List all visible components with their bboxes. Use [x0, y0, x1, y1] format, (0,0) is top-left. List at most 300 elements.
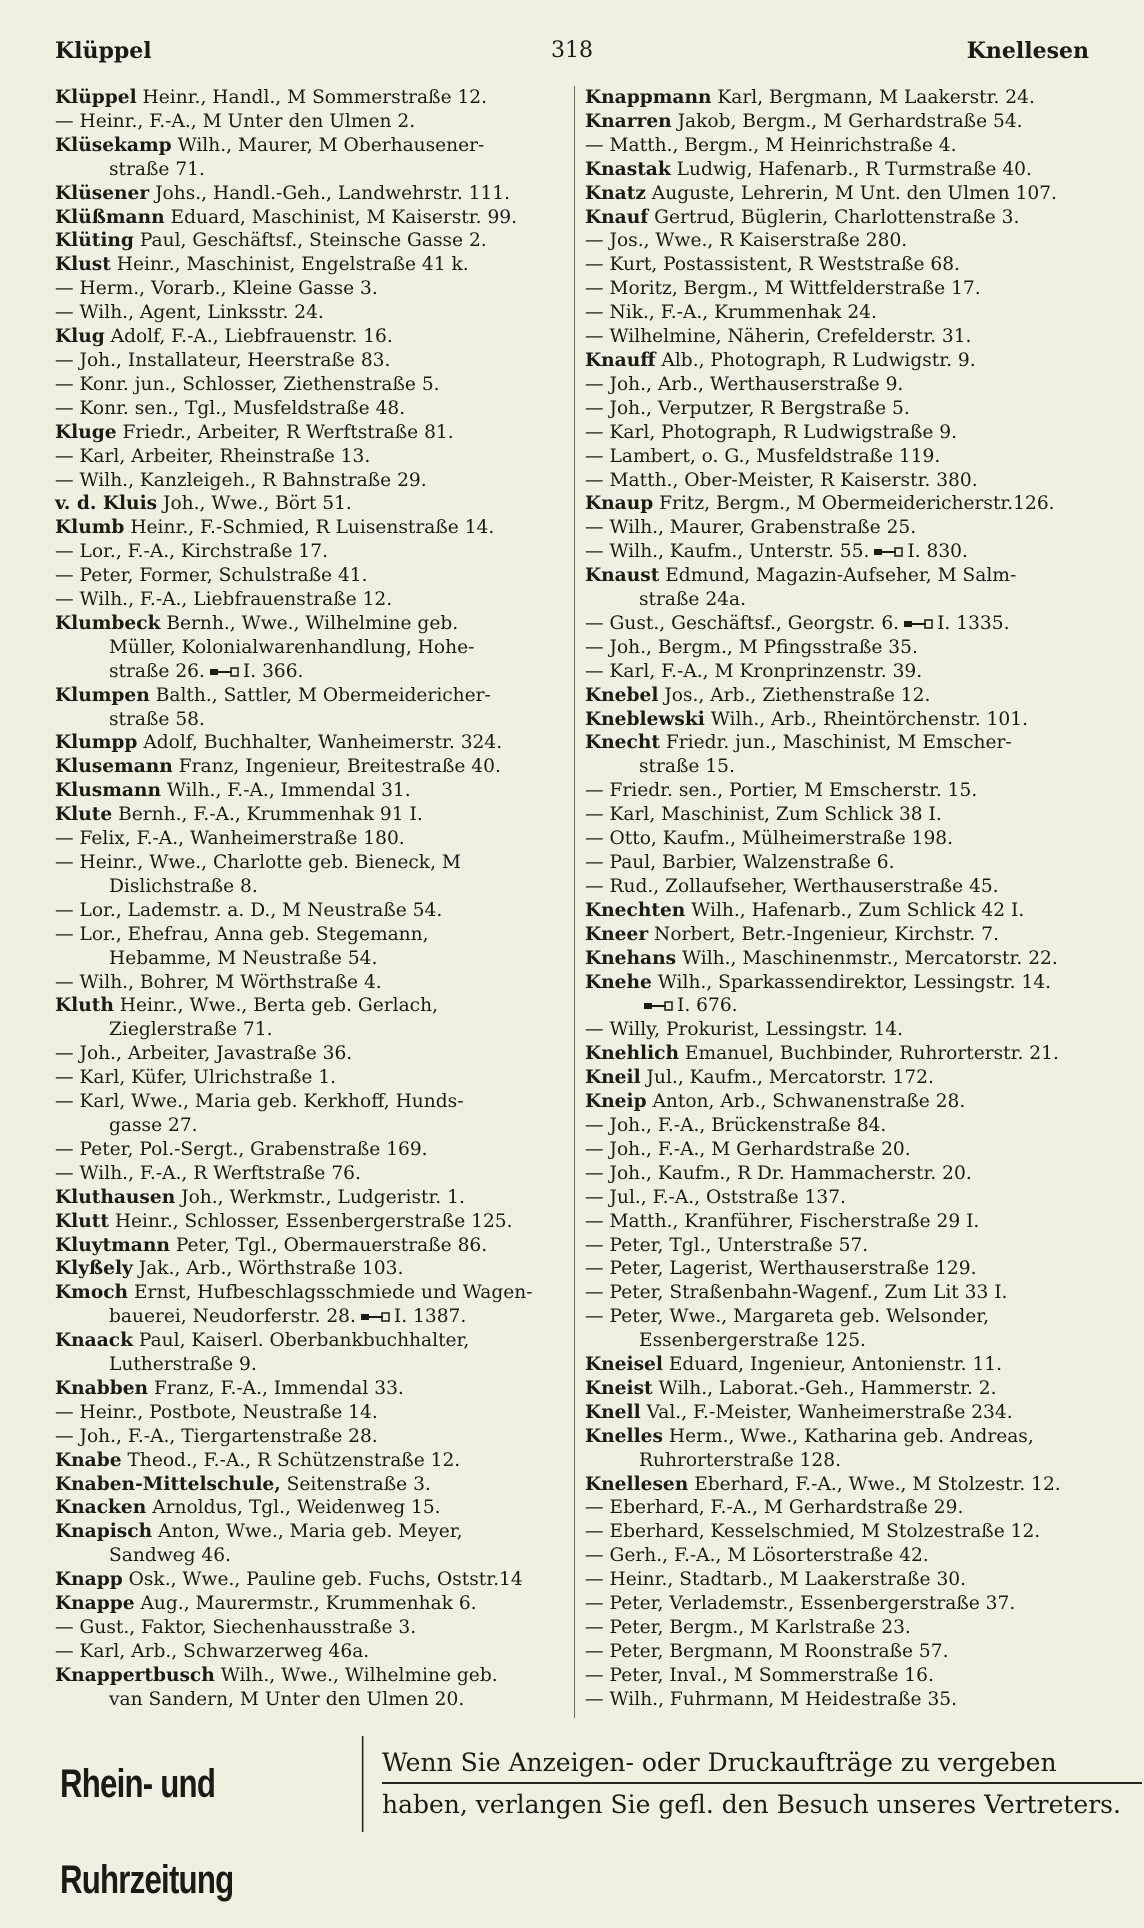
repeat-dash: — — [585, 1186, 610, 1208]
directory-entry — [585, 86, 1095, 110]
entry-details: Peter, Wwe., Margareta geb. Welsonder, — [609, 1306, 990, 1328]
surname: Kneil — [585, 1067, 641, 1089]
repeat-dash: — — [55, 971, 80, 993]
entry-details: Wilh., Maschinenmstr., Mercatorstr. 22. — [676, 947, 1058, 969]
entry-details: Aug., Maurermstr., Krummenhak 6. — [134, 1593, 477, 1615]
surname: Kluge — [55, 421, 117, 443]
entry-details: Bernh., F.-A., Krummenhak 91 I. — [112, 804, 423, 826]
entry-details: Wilh., Wwe., Wilhelmine geb. — [214, 1664, 498, 1686]
entry-details: Eduard, Ingenieur, Antonienstr. 11. — [662, 1354, 1003, 1376]
advertisement-line-1: Wenn Sie Anzeigen- oder Druckaufträge zu vergeben — [382, 1748, 1057, 1777]
directory-entry — [585, 851, 1095, 875]
directory-entry — [55, 1329, 565, 1377]
advertisement-text — [382, 1742, 1142, 1826]
entry-details: Joh., F.-A., Tiergartenstraße 28. — [79, 1425, 378, 1447]
continuation-text: Hebamme, M Neustraße 54. — [109, 947, 378, 969]
entry-details: Ernst, Hufbeschlagsschmiede und Wagen- — [128, 1282, 533, 1304]
entry-details: Konr. sen., Tgl., Musfeldstraße 48. — [79, 397, 406, 419]
surname: Knecht — [585, 732, 660, 754]
directory-entry — [585, 134, 1095, 158]
surname: Klyßely — [55, 1258, 133, 1280]
directory-entry — [55, 1281, 565, 1329]
telephone-icon — [903, 618, 933, 630]
repeat-dash: — — [55, 589, 80, 611]
directory-entry — [55, 971, 565, 995]
entry-details: Matth., Ober-Meister, R Kaiserstr. 380. — [609, 469, 978, 491]
repeat-dash: — — [585, 254, 610, 276]
entry-details: Adolf, F.-A., Liebfrauenstr. 16. — [104, 326, 393, 348]
surname: Klust — [55, 254, 111, 276]
entry-details: Heinr., F.-A., M Unter den Ulmen 2. — [79, 110, 416, 132]
entry-details: Bernh., Wwe., Wilhelmine geb. — [160, 612, 459, 634]
directory-entry — [55, 827, 565, 851]
surname: Knappertbusch — [55, 1664, 215, 1686]
directory-entry — [55, 564, 565, 588]
repeat-dash: — — [585, 1497, 610, 1519]
directory-entry — [585, 1162, 1095, 1186]
entry-details: Franz, Ingenieur, Breitestraße 40. — [172, 756, 501, 778]
directory-entry — [585, 1425, 1095, 1473]
entry-details: Wilh., F.-A., Immendal 31. — [160, 780, 411, 802]
page-header — [55, 38, 1089, 72]
entry-details: Joh., F.-A., M Gerhardstraße 20. — [609, 1138, 911, 1160]
repeat-dash: — — [585, 828, 610, 850]
directory-entry — [55, 445, 565, 469]
entry-details: Heinr., Postbote, Neustraße 14. — [79, 1401, 378, 1423]
entry-details: Peter, Bergm., M Karlstraße 23. — [609, 1617, 911, 1638]
directory-entry — [55, 1162, 565, 1186]
directory-entry — [55, 349, 565, 373]
repeat-dash: — — [55, 1162, 80, 1184]
entry-details: Osk., Wwe., Pauline geb. Fuchs, Oststr.14 — [122, 1569, 523, 1591]
continuation-text: straße 15. — [639, 756, 735, 778]
surname: Klumbeck — [55, 612, 161, 634]
directory-entry — [585, 708, 1095, 732]
directory-entry — [55, 373, 565, 397]
directory-entry — [55, 994, 565, 1042]
entry-details: Adolf, Buchhalter, Wanheimerstr. 324. — [137, 732, 503, 754]
directory-entry — [585, 445, 1095, 469]
directory-entry — [55, 516, 565, 540]
repeat-dash: — — [585, 1545, 610, 1567]
surname: Klusmann — [55, 780, 161, 802]
surname: Kluytmann — [55, 1234, 170, 1256]
repeat-dash: — — [585, 612, 610, 634]
repeat-dash: — — [55, 349, 80, 371]
repeat-dash: — — [585, 421, 610, 443]
surname: Kneisel — [585, 1354, 663, 1376]
entry-details: Joh., Verputzer, R Bergstraße 5. — [609, 397, 910, 419]
entry-details: Karl, Arbeiter, Rheinstraße 13. — [79, 445, 371, 467]
entry-details: Lor., Ehefrau, Anna geb. Stegemann, — [79, 923, 429, 945]
surname: Knabben — [55, 1377, 149, 1399]
entry-details: Joh., Kaufm., R Dr. Hammacherstr. 20. — [609, 1162, 972, 1184]
repeat-dash: — — [55, 1401, 80, 1423]
directory-entry — [55, 779, 565, 803]
directory-entry — [585, 1640, 1095, 1664]
directory-entry — [585, 1592, 1095, 1616]
directory-entry — [55, 1090, 565, 1138]
entry-details: Wilh., Arb., Rheintörchenstr. 101. — [704, 708, 1028, 730]
repeat-dash: — — [55, 923, 80, 945]
continuation-text: Lutherstraße 9. — [109, 1354, 257, 1376]
entry-details: Anton, Arb., Schwanenstraße 28. — [646, 1091, 966, 1113]
entry-details: Matth., Kranführer, Fischerstraße 29 I. — [609, 1210, 980, 1232]
entry-details: Heinr., Schlosser, Essenbergerstraße 125. — [108, 1210, 513, 1232]
directory-entry — [585, 325, 1095, 349]
entry-details: Jos., Wwe., R Kaiserstraße 280. — [609, 230, 908, 252]
entry-details: Wilh., Laborat.-Geh., Hammerstr. 2. — [652, 1377, 997, 1399]
repeat-dash: — — [55, 110, 80, 132]
directory-entry — [585, 301, 1095, 325]
entry-continuation — [585, 755, 1095, 779]
phone-number: I. 830. — [907, 541, 968, 563]
entry-details: Moritz, Bergm., M Wittfelderstraße 17. — [609, 278, 981, 300]
directory-entry — [585, 1473, 1095, 1497]
directory-entry — [585, 349, 1095, 373]
directory-entry — [585, 1018, 1095, 1042]
entry-details: Eberhard, F.-A., M Gerhardstraße 29. — [609, 1497, 964, 1519]
entry-details: Alb., Photograph, R Ludwigstr. 9. — [655, 349, 976, 371]
directory-entry — [585, 923, 1095, 947]
directory-entry — [55, 1257, 565, 1281]
entry-details: Joh., Installateur, Heerstraße 83. — [79, 349, 391, 371]
directory-entry — [55, 1616, 565, 1640]
surname: Knabe — [55, 1449, 122, 1471]
continuation-text: Müller, Kolonialwarenhandlung, Hohe- — [109, 636, 475, 658]
repeat-dash: — — [55, 1043, 80, 1065]
continuation-text: gasse 27. — [109, 1114, 198, 1136]
directory-entry — [585, 1281, 1095, 1305]
entry-details: Lor., Lademstr. a. D., M Neustraße 54. — [79, 899, 443, 921]
entry-details: Karl, F.-A., M Kronprinzenstr. 39. — [609, 660, 923, 682]
entry-details: Joh., Bergm., M Pfingsstraße 35. — [609, 636, 918, 658]
right-column — [585, 86, 1095, 1712]
surname: Kluth — [55, 995, 114, 1017]
entry-details: Emanuel, Buchbinder, Ruhrorterstr. 21. — [679, 1043, 1059, 1065]
phone-number: I. 1335. — [937, 612, 1010, 634]
entry-details: Kurt, Postassistent, R Weststraße 68. — [609, 254, 960, 276]
repeat-dash: — — [585, 1258, 610, 1280]
surname: Knechten — [585, 899, 686, 921]
telephone-icon — [643, 1000, 673, 1012]
surname: Klusemann — [55, 756, 173, 778]
entry-details: Herm., Vorarb., Kleine Gasse 3. — [79, 278, 378, 300]
directory-entry — [585, 1090, 1095, 1114]
repeat-dash: — — [585, 1306, 610, 1328]
entry-details: Heinr., Wwe., Berta geb. Gerlach, — [113, 995, 438, 1017]
directory-entry — [585, 1305, 1095, 1353]
entry-details: Nik., F.-A., Krummenhak 24. — [609, 302, 877, 324]
directory-entry — [55, 660, 565, 684]
entry-details: Theod., F.-A., R Schützenstraße 12. — [121, 1449, 461, 1471]
entry-continuation — [55, 1018, 565, 1042]
directory-entry — [55, 1520, 565, 1568]
directory-entry — [55, 540, 565, 564]
repeat-dash: — — [585, 1210, 610, 1232]
directory-entry — [55, 1210, 565, 1234]
entry-details: Herm., Wwe., Katharina geb. Andreas, — [662, 1425, 1034, 1447]
surname: Knacken — [55, 1497, 147, 1519]
continuation-text: Dislichstraße 8. — [109, 875, 258, 897]
directory-entry — [585, 947, 1095, 971]
entry-details: Karl, Bergmann, M Laakerstr. 24. — [711, 87, 1035, 108]
repeat-dash: — — [55, 1091, 80, 1113]
repeat-dash: — — [55, 373, 80, 395]
continuation-text: Zieglerstraße 71. — [109, 1019, 273, 1041]
surname: Kneblewski — [585, 708, 705, 730]
entry-details: Anton, Wwe., Maria geb. Meyer, — [152, 1521, 463, 1543]
repeat-dash: — — [585, 326, 610, 348]
repeat-dash: — — [585, 1138, 610, 1160]
phone-number: I. 1387. — [393, 1306, 467, 1328]
entry-details: Joh., Arb., Werthauserstraße 9. — [609, 373, 904, 395]
directory-entry — [55, 1234, 565, 1258]
directory-entry — [585, 731, 1095, 779]
directory-entry — [585, 971, 1095, 1019]
repeat-dash: — — [55, 1617, 80, 1638]
directory-entry — [585, 421, 1095, 445]
directory-entry — [55, 229, 565, 253]
entry-details: Wilh., Agent, Linksstr. 24. — [79, 302, 324, 324]
entry-details: Seitenstraße 3. — [280, 1473, 431, 1495]
repeat-dash: — — [585, 469, 610, 491]
surname: Knapp — [55, 1569, 123, 1591]
repeat-dash: — — [55, 1138, 80, 1160]
directory-entry — [55, 469, 565, 493]
entry-details: Balth., Sattler, M Obermeidericher- — [149, 684, 491, 706]
repeat-dash: — — [55, 899, 80, 921]
directory-entry — [55, 1496, 565, 1520]
directory-entry — [55, 325, 565, 349]
entry-details: Gerh., F.-A., M Lösorterstraße 42. — [609, 1545, 929, 1567]
entry-details: Val., F.-Meister, Wanheimerstraße 234. — [640, 1401, 1013, 1423]
directory-entry — [55, 134, 565, 182]
entry-continuation — [55, 875, 565, 899]
directory-entry — [585, 1568, 1095, 1592]
surname: Knaack — [55, 1330, 133, 1352]
surname: Klumb — [55, 517, 125, 539]
directory-entry — [585, 564, 1095, 612]
continuation-text: straße 24a. — [639, 589, 746, 611]
entry-details: Wilh., Bohrer, M Wörthstraße 4. — [79, 971, 382, 993]
directory-entry — [585, 158, 1095, 182]
entry-details: Konr. jun., Schlosser, Ziethenstraße 5. — [79, 373, 440, 395]
repeat-dash: — — [55, 469, 80, 491]
surname: Knappe — [55, 1593, 135, 1615]
repeat-dash: — — [585, 1569, 610, 1591]
directory-entry — [55, 301, 565, 325]
repeat-dash: — — [585, 1162, 610, 1184]
entry-details: Friedr. sen., Portier, M Emscherstr. 15. — [609, 780, 978, 802]
entry-details: Peter, Tgl., Unterstraße 57. — [609, 1234, 869, 1256]
directory-entry — [55, 1664, 565, 1712]
entry-details: Wilh., Kaufm., Unterstr. 55. — [609, 541, 870, 563]
telephone-icon — [209, 666, 239, 678]
continuation-text: van Sandern, M Unter den Ulmen 20. — [109, 1688, 465, 1710]
continuation-text: Ruhrorterstraße 128. — [639, 1449, 842, 1471]
entry-details: Friedr. jun., Maschinist, M Emscher- — [659, 732, 1012, 754]
entry-details: Norbert, Betr.-Ingenieur, Kirchstr. 7. — [648, 923, 999, 945]
surname: Klüsener — [55, 182, 150, 204]
entry-continuation — [55, 636, 565, 660]
entry-details: Heinr., Wwe., Charlotte geb. Bieneck, M — [79, 852, 461, 873]
repeat-dash: — — [55, 278, 80, 300]
directory-entry — [55, 1640, 565, 1664]
left-column — [55, 86, 565, 1712]
entry-details: Jak., Arb., Wörthstraße 103. — [132, 1258, 404, 1280]
directory-entry — [585, 875, 1095, 899]
entry-details: Auguste, Lehrerin, M Unt. den Ulmen 107. — [645, 182, 1057, 204]
surname: Klumpen — [55, 684, 150, 706]
telephone-icon — [873, 546, 903, 558]
directory-entry — [55, 1401, 565, 1425]
entry-details: Gust., Geschäftsf., Georgstr. 6. — [609, 612, 900, 634]
directory-entry — [55, 923, 565, 971]
surname: Klüppel — [55, 87, 137, 108]
directory-entry — [55, 1473, 565, 1497]
entry-details: Peter, Tgl., Obermauerstraße 86. — [169, 1234, 488, 1256]
entry-details: Wilh., Hafenarb., Zum Schlick 42 I. — [685, 899, 1025, 921]
directory-entry — [585, 1688, 1095, 1712]
directory-entry — [55, 612, 565, 660]
column-divider — [574, 86, 575, 1718]
directory-entry — [585, 1138, 1095, 1162]
surname: Knehlich — [585, 1043, 679, 1065]
directory-entry — [585, 229, 1095, 253]
repeat-dash: — — [585, 1640, 610, 1662]
repeat-dash: — — [585, 1282, 610, 1304]
repeat-dash: — — [55, 445, 80, 467]
directory-entry — [55, 1568, 565, 1592]
repeat-dash: — — [585, 1617, 610, 1638]
repeat-dash: — — [585, 1019, 610, 1041]
entry-details: Eberhard, Kesselschmied, M Stolzestraße 12. — [609, 1521, 1041, 1543]
directory-entry — [585, 540, 1095, 564]
repeat-dash: — — [55, 1640, 80, 1662]
entry-details: Peter, Straßenbahn-Wagenf., Zum Lit 33 I. — [609, 1282, 1008, 1304]
surname: Knauf — [585, 206, 649, 228]
surname: Knarren — [585, 110, 672, 132]
directory-entry — [55, 684, 565, 732]
entry-details: Heinr., F.-Schmied, R Luisenstraße 14. — [124, 517, 495, 539]
repeat-dash: — — [585, 373, 610, 395]
continuation-text: Sandweg 46. — [109, 1545, 232, 1567]
directory-entry — [55, 421, 565, 445]
repeat-dash: — — [585, 1234, 610, 1256]
surname: Knaben-Mittelschule, — [55, 1473, 281, 1495]
directory-entry — [585, 1186, 1095, 1210]
directory-entry — [585, 827, 1095, 851]
directory-entry — [585, 1257, 1095, 1281]
entry-details: Karl, Wwe., Maria geb. Kerkhoff, Hunds- — [79, 1091, 464, 1113]
continuation-text: straße 71. — [109, 158, 205, 180]
directory-entry — [55, 1377, 565, 1401]
entry-details: Jul., Kaufm., Mercatorstr. 172. — [640, 1067, 934, 1089]
directory-entry — [585, 1234, 1095, 1258]
entry-details: Wilh., F.-A., Liebfrauenstraße 12. — [79, 589, 393, 611]
entry-details: Jul., F.-A., Oststraße 137. — [609, 1186, 846, 1208]
entry-details: Heinr., Handl., M Sommerstraße 12. — [136, 87, 488, 108]
directory-entry — [55, 86, 565, 110]
entry-continuation — [585, 588, 1095, 612]
surname: Knehe — [585, 971, 652, 993]
directory-entry — [55, 253, 565, 277]
directory-entry — [585, 516, 1095, 540]
directory-entry — [55, 277, 565, 301]
directory-entry — [585, 1544, 1095, 1568]
entry-details: Willy, Prokurist, Lessingstr. 14. — [609, 1019, 904, 1041]
entry-details: Paul, Barbier, Walzenstraße 6. — [609, 852, 895, 873]
repeat-dash: — — [55, 302, 80, 324]
repeat-dash: — — [55, 397, 80, 419]
directory-entry — [55, 1138, 565, 1162]
directory-entry — [585, 182, 1095, 206]
directory-entry — [585, 373, 1095, 397]
directory-entry — [55, 851, 565, 899]
surname: Klutt — [55, 1210, 109, 1232]
directory-entry — [55, 1066, 565, 1090]
repeat-dash: — — [55, 852, 80, 873]
phone-number: I. 676. — [677, 995, 738, 1017]
continuation-text: straße 26. — [109, 660, 205, 682]
entry-details: Eduard, Maschinist, M Kaiserstr. 99. — [164, 206, 518, 228]
directory-entry — [585, 1066, 1095, 1090]
surname: Klumpp — [55, 732, 138, 754]
surname: Kneist — [585, 1377, 653, 1399]
entry-details: Karl, Arb., Schwarzerweg 46a. — [79, 1640, 370, 1662]
surname: Knastak — [585, 158, 671, 180]
entry-details: Peter, Bergmann, M Roonstraße 57. — [609, 1640, 949, 1662]
advertisement-rule — [382, 1782, 1142, 1784]
directory-entry — [55, 206, 565, 230]
entry-details: Wilh., Kanzleigeh., R Bahnstraße 29. — [79, 469, 427, 491]
advertisement-line-2: haben, verlangen Sie gefl. den Besuch unseres Vertreters. — [382, 1790, 1121, 1819]
continuation-text: bauerei, Neudorferstr. 28. — [109, 1306, 356, 1328]
continuation-text: Essenbergerstraße 125. — [639, 1330, 866, 1352]
surname: Knatz — [585, 182, 646, 204]
entry-details: Wilhelmine, Näherin, Crefelderstr. 31. — [609, 326, 972, 348]
repeat-dash: — — [585, 636, 610, 658]
repeat-dash: — — [585, 1593, 610, 1615]
repeat-dash: — — [585, 1521, 610, 1543]
surname: Knappmann — [585, 87, 712, 108]
surname: Knehans — [585, 947, 677, 969]
entry-details: Joh., F.-A., Brückenstraße 84. — [609, 1114, 887, 1136]
directory-entry — [55, 588, 565, 612]
entry-details: Wilh., Sparkassendirektor, Lessingstr. 14. — [651, 971, 1052, 993]
directory-entry — [585, 636, 1095, 660]
entry-details: Edmund, Magazin-Aufseher, M Salm- — [659, 565, 1017, 587]
entry-details: Joh., Werkmstr., Ludgeristr. 1. — [175, 1186, 465, 1208]
entry-details: Peter, Pol.-Sergt., Grabenstraße 169. — [79, 1138, 428, 1160]
entry-details: Karl, Maschinist, Zum Schlick 38 I. — [609, 804, 942, 826]
entry-details: Friedr., Arbeiter, R Werftstraße 81. — [116, 421, 454, 443]
directory-entry — [585, 612, 1095, 636]
repeat-dash: — — [585, 278, 610, 300]
directory-entry — [585, 779, 1095, 803]
entry-details: Peter, Verlademstr., Essenbergerstraße 37. — [609, 1593, 1016, 1615]
directory-entry — [585, 1616, 1095, 1640]
repeat-dash: — — [55, 541, 80, 563]
directory-entry — [55, 1186, 565, 1210]
repeat-dash: — — [585, 1114, 610, 1136]
directory-entry — [585, 397, 1095, 421]
entry-details: Paul, Kaiserl. Oberbankbuchhalter, — [132, 1330, 470, 1352]
entry-details: Karl, Photograph, R Ludwigstraße 9. — [609, 421, 958, 443]
surname: v. d. Kluis — [55, 493, 158, 515]
entry-details: Paul, Geschäftsf., Steinsche Gasse 2. — [133, 230, 487, 252]
